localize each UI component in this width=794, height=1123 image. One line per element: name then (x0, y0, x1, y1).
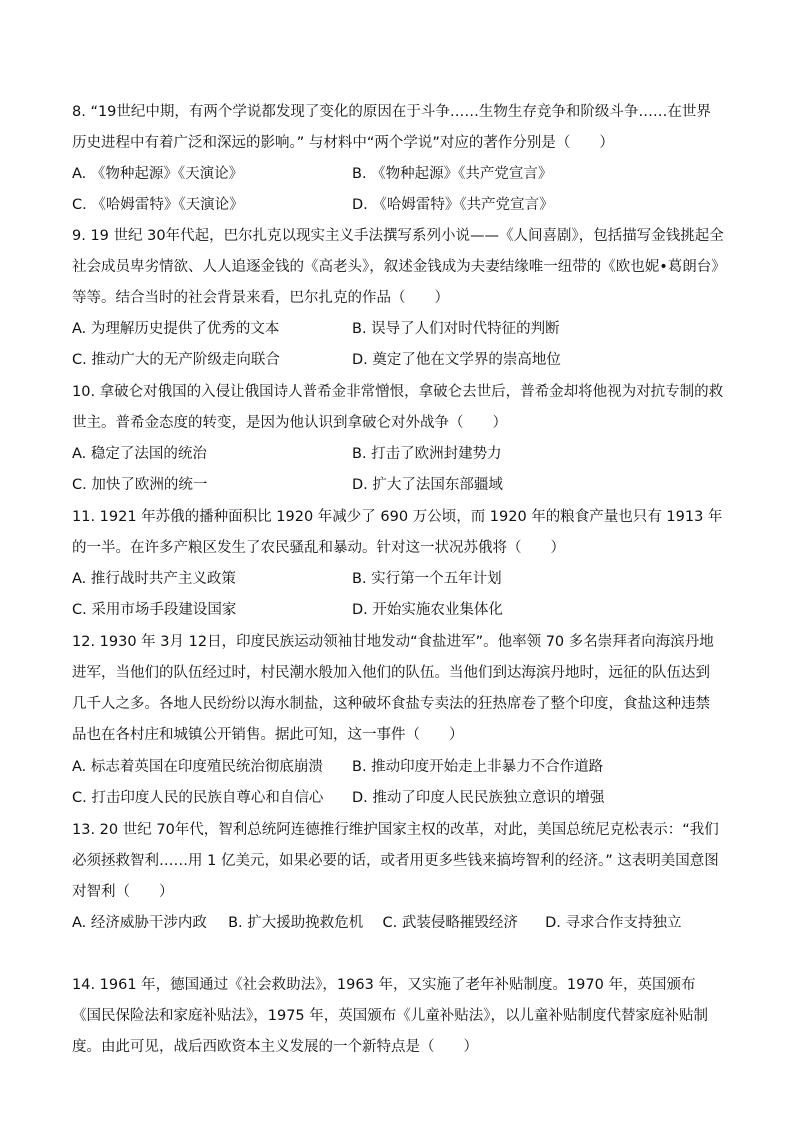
option-a[interactable]: A. 《物种起源》《天演论》 (72, 166, 244, 182)
question-10-options (72, 439, 724, 501)
option-d[interactable]: D. 开始实施农业集体化 (352, 602, 503, 618)
question-stem-text: 9. 19 世纪 30年代起，巴尔扎克以现实主义手法撰写系列小说——《人间喜剧》，包括描写金钱挑起全社会成员卑劣情欲、人人追逐金钱的《高老头》，叙述金钱成为夫妻结缘唯一纽带的《欧也妮•葛朗台》等等。结合当时的社会背景来看，巴尔扎克的作品（ ） (72, 228, 724, 306)
question-13-options (72, 908, 724, 939)
question-9-stem (72, 221, 724, 314)
option-b[interactable]: B. 推动印度开始走上非暴力不合作道路 (352, 759, 604, 775)
question-8-options (72, 159, 724, 221)
option-a[interactable]: A. 经济威胁干涉内政 (72, 915, 207, 931)
option-a[interactable]: A. 推行战时共产主义政策 (72, 571, 236, 587)
question-11-options (72, 564, 724, 626)
option-a[interactable]: A. 稳定了法国的统治 (72, 446, 207, 462)
question-10-stem (72, 377, 724, 439)
option-b[interactable]: B. 《物种起源》《共产党宣言》 (352, 166, 553, 182)
question-stem-text: 13. 20 世纪 70年代，智利总统阿连德推行维护国家主权的改革，对此，美国总统尼克松表示：“我们必须拯救智利……用 1 亿美元，如果必要的话，或者用更多些钱来搞垮智利的经济。” 这表明美国意图对智利（ ） (72, 822, 719, 900)
option-c[interactable]: C. 打击印度人民的民族自尊心和自信心 (72, 790, 324, 806)
option-d[interactable]: D. 奠定了他在文学界的崇高地位 (352, 352, 561, 368)
option-a[interactable]: A. 标志着英国在印度殖民统治彻底崩溃 (72, 759, 323, 775)
question-11-stem (72, 502, 724, 564)
option-d[interactable]: D. 扩大了法国东部疆域 (352, 477, 503, 493)
option-c[interactable]: C. 武装侵略摧毁经济 (382, 915, 518, 931)
option-d[interactable]: D. 《哈姆雷特》《共产党宣言》 (352, 197, 554, 213)
question-stem-text: 12. 1930 年 3月 12日，印度民族运动领袖甘地发动“食盐进军”。他率领 70 多名崇拜者向海滨丹地进军，当他们的队伍经过时，村民潮水般加入他们的队伍。当他们到达海滨丹地时，远征的队伍达到几千人之多。各地人民纷纷以海水制盐，这种破坏食盐专卖法的狂热席卷了整个印度，食盐这种违禁品也在各村庄和城镇公开销售。据此可知，这一事件（ ） (72, 634, 714, 743)
option-c[interactable]: C. 加快了欧洲的统一 (72, 477, 208, 493)
option-c[interactable]: C. 推动广大的无产阶级走向联合 (72, 352, 280, 368)
question-stem-text: 10. 拿破仑对俄国的入侵让俄国诗人普希金非常憎恨，拿破仑去世后，普希金却将他视为对抗专制的救世主。普希金态度的转变，是因为他认识到拿破仑对外战争（ ） (72, 384, 724, 431)
question-stem-text: 8. “19世纪中期，有两个学说都发现了变化的原因在于斗争……生物生存竞争和阶级斗争……在世界历史进程中有着广泛和深远的影响。” 与材料中“两个学说”对应的著作分别是（ ） (72, 104, 711, 151)
question-12-options (72, 752, 724, 814)
option-c[interactable]: C. 《哈姆雷特》《天演论》 (72, 197, 244, 213)
question-9-options (72, 314, 724, 376)
option-b[interactable]: B. 实行第一个五年计划 (352, 571, 502, 587)
option-a[interactable]: A. 为理解历史提供了优秀的文本 (72, 321, 280, 337)
question-14-stem (72, 970, 724, 1063)
question-stem-text: 14. 1961 年，德国通过《社会救助法》，1963 年，又实施了老年补贴制度。1970 年，英国颁布《国民保险法和家庭补贴法》，1975 年，英国颁布《儿童补贴法》，以儿童补贴制度代替家庭补贴制度。由此可见，战后西欧资本主义发展的一个新特点是（ ） (72, 977, 709, 1055)
option-c[interactable]: C. 采用市场手段建设国家 (72, 602, 237, 618)
option-b[interactable]: B. 误导了人们对时代特征的判断 (352, 321, 560, 337)
option-d[interactable]: D. 推动了印度人民民族独立意识的增强 (352, 790, 605, 806)
question-8-stem (72, 97, 724, 159)
option-d[interactable]: D. 寻求合作支持独立 (545, 915, 682, 931)
option-b[interactable]: B. 打击了欧洲封建势力 (352, 446, 502, 462)
question-13-stem (72, 815, 724, 908)
question-12-stem (72, 627, 724, 751)
option-b[interactable]: B. 扩大援助挽救危机 (228, 915, 364, 931)
question-stem-text: 11. 1921 年苏俄的播种面积比 1920 年减少了 690 万公顷，而 1920 年的粮食产量也只有 1913 年的一半。在许多产粮区发生了农民骚乱和暴动。针对这一状况苏俄将（ ） (72, 509, 723, 556)
